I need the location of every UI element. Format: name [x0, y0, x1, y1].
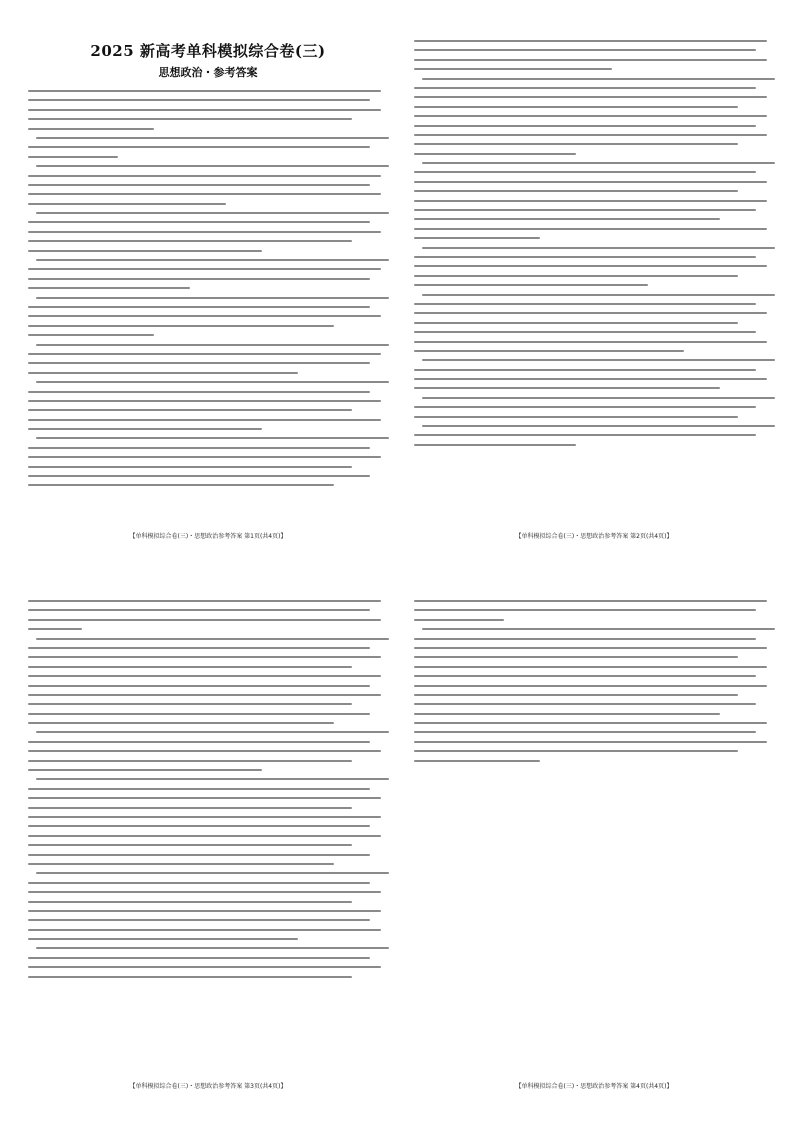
answer-page-3	[28, 600, 388, 1090]
answer-page-1	[28, 40, 388, 540]
answer-text-block	[414, 600, 774, 762]
answer-page-2	[414, 40, 774, 540]
answer-text-block	[28, 90, 388, 486]
answer-text-block	[414, 40, 774, 446]
page-footer: 【单科模拟综合卷(三)・思想政治参考答案 第2页(共4页)】	[515, 533, 673, 540]
page-footer: 【单科模拟综合卷(三)・思想政治参考答案 第4页(共4页)】	[515, 1083, 673, 1090]
page-subtitle: 思想政治・参考答案	[158, 66, 258, 79]
answer-text-block	[28, 600, 388, 978]
page-title: 2025 新高考单科模拟综合卷(三)	[90, 42, 326, 60]
answer-page-4	[414, 600, 774, 1090]
page-footer: 【单科模拟综合卷(三)・思想政治参考答案 第3页(共4页)】	[129, 1083, 287, 1090]
page-footer: 【单科模拟综合卷(三)・思想政治参考答案 第1页(共4页)】	[129, 533, 287, 540]
